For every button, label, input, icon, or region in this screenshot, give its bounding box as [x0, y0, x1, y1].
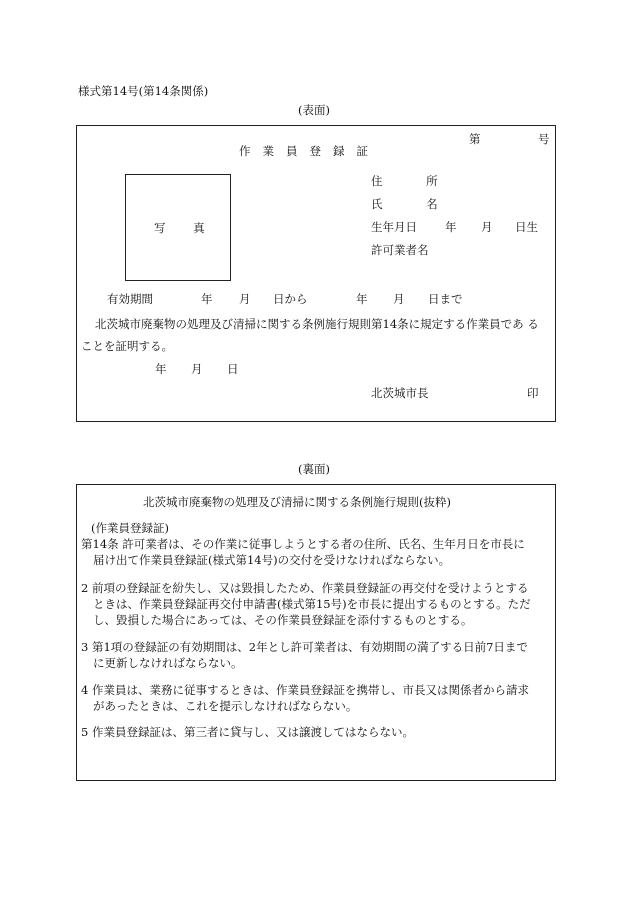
mayor-label: 北茨城市長	[371, 386, 429, 400]
paragraph-4-line1: 4 作業員は、業務に従事するときは、作業員登録証を携帯し、市長又は関係者から請求	[81, 683, 529, 697]
validity-from-month: 月	[239, 292, 251, 306]
validity-from-day: 日から	[273, 292, 308, 306]
paragraph-3-line1: 3 第1項の登録証の有効期間は、2年とし許可業者は、有効期間の満了する日前7日まで	[81, 640, 528, 654]
paragraph-2-line2: ときは、作業員登録証再交付申請書(様式第15号)を市長に提出するものとする。ただ	[93, 597, 531, 611]
validity-to-day: 日まで	[428, 292, 463, 306]
validity-to-year: 年	[356, 292, 368, 306]
cert-number-suffix: 号	[538, 132, 550, 146]
validity-to-month: 月	[393, 292, 405, 306]
photo-area	[125, 174, 231, 281]
birthdate-label: 生年月日	[371, 220, 417, 234]
front-certificate-box	[76, 125, 556, 422]
issue-date-month: 月	[191, 362, 203, 376]
article-14-line1: 第14条 許可業者は、その作業に従事しようとする者の住所、氏名、生年月日を市長に	[81, 537, 525, 551]
birth-month-label: 月	[481, 220, 493, 234]
licensee-label: 許可業者名	[371, 243, 429, 257]
article-caption: (作業員登録証)	[91, 521, 169, 535]
regulation-heading: 北茨城市廃棄物の処理及び清掃に関する条例施行規則(抜粋)	[143, 495, 451, 509]
paragraph-4-line2: があったときは、これを提示しなければならない。	[93, 699, 358, 713]
back-regulation-box	[76, 484, 556, 781]
issue-date-year: 年	[155, 362, 167, 376]
photo-label: 写 真	[154, 221, 217, 235]
cert-number-prefix: 第	[469, 132, 481, 146]
name-label: 氏 名	[371, 197, 458, 211]
paragraph-3-line2: に更新しなければならない。	[93, 656, 243, 670]
seal-label: 印	[527, 386, 539, 400]
birth-year-label: 年	[445, 220, 457, 234]
paragraph-5-line1: 5 作業員登録証は、第三者に貸与し、又は譲渡してはならない。	[81, 725, 414, 739]
validity-from-year: 年	[201, 292, 213, 306]
validity-label: 有効期間	[107, 292, 153, 306]
address-label: 住 所	[371, 174, 458, 188]
certificate-title: 作業員登録証	[239, 144, 380, 158]
paragraph-2-line1: 2 前項の登録証を紛失し、又は毀損したため、作業員登録証の再交付を受けようとする	[81, 581, 529, 595]
back-side-label: (裏面)	[298, 462, 330, 476]
certify-text-line1: 北茨城市廃棄物の処理及び清掃に関する条例施行規則第14条に規定する作業員であ る	[95, 317, 539, 331]
form-number: 様式第14号(第14条関係)	[78, 84, 209, 98]
issue-date-day: 日	[227, 362, 239, 376]
birth-day-label: 日生	[515, 220, 538, 234]
paragraph-2-line3: し、毀損した場合にあっては、その作業員登録証を添付するものとする。	[93, 613, 473, 627]
article-14-line2: 届け出て作業員登録証(様式第14号)の交付を受けなければならない。	[93, 553, 451, 567]
front-side-label: (表面)	[298, 103, 330, 117]
certify-text-line2: ことを証明する。	[81, 339, 173, 353]
